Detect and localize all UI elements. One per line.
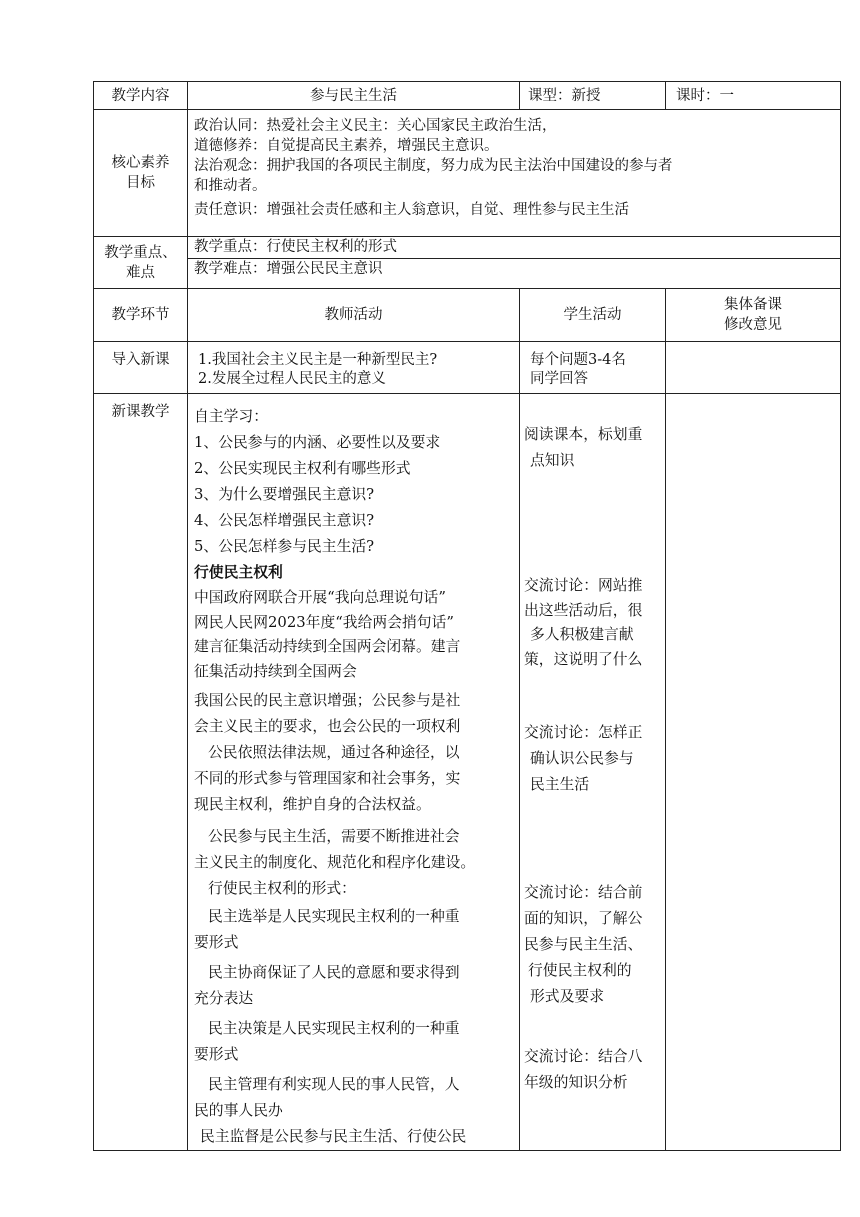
case-line: 征集活动持续到全国两会 xyxy=(194,662,357,680)
core-goals xyxy=(188,110,841,237)
type-label: 课型：新授 xyxy=(520,82,666,110)
header-row xyxy=(94,82,841,110)
student-activity-2: 交流讨论：网站推 出这些活动后，很 多人积极建言献 策，这说明了什么 xyxy=(524,577,643,668)
intro-row xyxy=(94,342,841,394)
student-activity-5: 交流讨论：结合八 年级的知识分析 xyxy=(524,1048,643,1091)
case-line: 网民人民网2023年度“我给两会捎句话” xyxy=(194,613,454,631)
paragraph-6: 民主协商保证了人民的意愿和要求得到 充分表达 xyxy=(194,964,460,1007)
student-activity-4: 交流讨论：结合前 面的知识，了解公 民参与民主生活、 行使民主权利的 形式及要求 xyxy=(524,884,643,1005)
paragraph-7: 民主决策是人民实现民主权利的一种重 要形式 xyxy=(194,1020,460,1063)
intro-notes xyxy=(666,342,841,394)
col-teacher: 教师活动 xyxy=(188,289,520,342)
paragraph-5: 民主选举是人民实现民主权利的一种重 要形式 xyxy=(194,908,460,951)
key-label xyxy=(94,237,188,289)
intro-stage: 导入新课 xyxy=(94,342,188,394)
core-label-line: 核心素养 xyxy=(111,155,170,171)
intro-student-line: 同学回答 xyxy=(530,371,588,387)
core-goal-line: 政治认同：热爱社会主义民主：关心国家民主政治生活， xyxy=(194,118,557,134)
core-goal-line: 和推动者。 xyxy=(194,178,267,194)
paragraph-4: 行使民主权利的形式： xyxy=(208,880,356,897)
new-stage: 新课教学 xyxy=(94,394,188,1151)
col-student: 学生活动 xyxy=(520,289,666,342)
lesson-plan-table xyxy=(93,81,841,1151)
col-stage: 教学环节 xyxy=(94,289,188,342)
student-activity-1: 阅读课本，标划重 点知识 xyxy=(524,426,643,469)
intro-question: 2.发展全过程人民民主的意义 xyxy=(198,371,386,387)
content-label: 教学内容 xyxy=(94,82,188,110)
key-points xyxy=(188,237,841,289)
new-teacher xyxy=(188,394,520,1151)
paragraph-8: 民主管理有利实现人民的事人民管，人 民的事人民办 xyxy=(194,1076,460,1119)
intro-student xyxy=(520,342,666,394)
study-question: 2、公民实现民主权利有哪些形式 xyxy=(194,460,411,477)
intro-question: 1.我国社会主义民主是一种新型民主? xyxy=(198,352,438,368)
core-goal-line: 法治观念：拥护我国的各项民主制度，努力成为民主法治中国建设的参与者 xyxy=(194,158,673,174)
case-line: 中国政府网联合开展“我向总理说句话” xyxy=(194,589,446,606)
core-label xyxy=(94,110,188,237)
self-study-label: 自主学习： xyxy=(194,408,268,425)
hours-label: 课时：一 xyxy=(666,82,841,110)
col-notes-line: 修改意见 xyxy=(724,317,782,333)
col-notes xyxy=(666,289,841,342)
intro-student-line: 每个问题3-4名 xyxy=(530,352,626,368)
new-student xyxy=(520,394,666,1151)
paragraph-1: 我国公民的民主意识增强；公民参与是社 会主义民主的要求，也会公民的一项权利 xyxy=(194,692,461,735)
case-line: 建言征集活动持续到全国两会闭幕。建言 xyxy=(194,638,461,655)
content-value: 参与民主生活 xyxy=(188,82,520,110)
key-label-line: 难点 xyxy=(126,264,155,281)
study-question: 1、公民参与的内涵、必要性以及要求 xyxy=(194,434,441,451)
case-text xyxy=(194,586,519,684)
key-row xyxy=(94,237,841,289)
section-heading: 行使民主权利 xyxy=(194,564,283,581)
key-label-line: 教学重点、 xyxy=(104,244,177,261)
study-question: 4、公民怎样增强民主意识? xyxy=(194,512,375,529)
teaching-difficulty: 教学难点：增强公民民主意识 xyxy=(188,258,840,280)
paragraph-9: 民主监督是公民参与民主生活、行使公民 xyxy=(200,1128,467,1145)
core-row xyxy=(94,110,841,237)
student-activity-3: 交流讨论：怎样正 确认识公民参与 民主生活 xyxy=(524,724,643,793)
new-lesson-row xyxy=(94,394,841,1151)
core-label-line: 目标 xyxy=(126,175,155,191)
intro-teacher xyxy=(188,342,520,394)
col-notes-line: 集体备课 xyxy=(724,297,782,313)
paragraph-3: 公民参与民主生活，需要不断推进社会 主义民主的制度化、规范化和程序化建设。 xyxy=(194,828,476,871)
study-question: 5、公民怎样参与民主生活? xyxy=(194,538,375,555)
core-goal-line: 道德修养：自觉提高民主素养，增强民主意识。 xyxy=(194,138,499,154)
column-header-row xyxy=(94,289,841,342)
new-notes xyxy=(666,394,841,1151)
teaching-focus: 教学重点：行使民主权利的形式 xyxy=(194,239,397,255)
paragraph-2: 公民依照法律法规，通过各种途径，以 不同的形式参与管理国家和社会事务，实 现民主权利，维护自身的合法权益。 xyxy=(194,744,461,813)
study-question: 3、为什么要增强民主意识? xyxy=(194,486,375,503)
core-goal-line: 责任意识：增强社会责任感和主人翁意识，自觉、理性参与民主生活 xyxy=(194,202,629,218)
